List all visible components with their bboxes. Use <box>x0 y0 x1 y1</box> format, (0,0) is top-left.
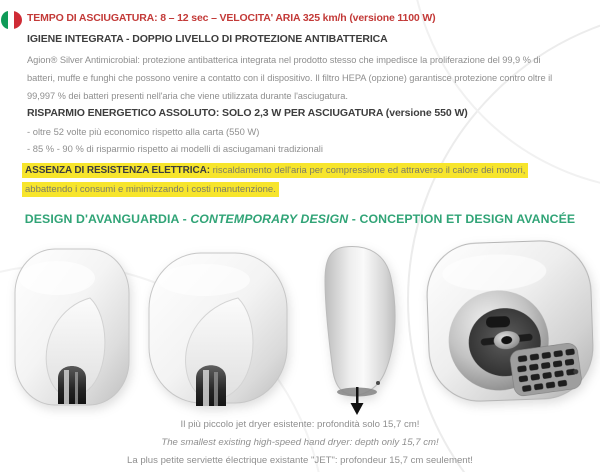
drying-time-heading: TEMPO DI ASCIUGATURA: 8 – 12 sec – VELOCITA' ARIA 325 km/h (versione 1100 W) <box>27 12 436 24</box>
separator: - <box>179 212 191 226</box>
footer-caption-fr: La plus petite serviette électrique existante "JET": profondeur 15,7 cm seulement! <box>127 455 473 466</box>
design-heading <box>0 212 600 226</box>
energy-bullet: - oltre 52 volte più economico rispetto alla carta (550 W) <box>27 126 260 137</box>
design-heading-fr: CONCEPTION ET DESIGN AVANCÉE <box>359 212 576 226</box>
highlight-text: riscaldamento dell'aria per compressione ed attraverso il calore dei motori, abbattendo i consumi e minimizzando i costi manutenzione. <box>25 165 526 195</box>
air-outlet <box>196 365 226 406</box>
hand-dryer-front-round-view <box>146 250 290 408</box>
air-outlet <box>58 366 86 404</box>
down-arrow-icon <box>349 387 365 415</box>
italy-flag-icon <box>1 11 22 29</box>
hygiene-paragraph: Agion® Silver Antimicrobial: protezione antibatterica integrata nel prodotto stesso che impedisce la proliferazione del 99,9 % di batteri, muffe e funghi che possono venire a contatto con il dispositivo. Il filtro HEPA (opzione) garantisce protezione contro oltre il 99,997 % dei batteri presenti nell'aria che viene utilizzata durante l'asciugatura. <box>27 55 553 101</box>
energy-bullet: - 85 % - 90 % di risparmio rispetto ai modelli di asciugamani tradizionali <box>27 143 323 154</box>
footer-caption-en: The smallest existing high-speed hand dryer: depth only 15,7 cm! <box>161 437 439 448</box>
design-heading-en: CONTEMPORARY DESIGN <box>190 212 349 226</box>
hand-dryer-bottom-vent-view <box>421 235 599 407</box>
highlighted-paragraph <box>22 161 570 199</box>
hand-dryer-front-view <box>12 246 134 410</box>
footer-caption-it: Il più piccolo jet dryer esistente: profondità solo 15,7 cm! <box>180 419 420 430</box>
hand-dryer-side-profile-view <box>310 244 404 400</box>
separator: - <box>348 212 360 226</box>
design-heading-it: DESIGN D'AVANGUARDIA <box>24 212 180 226</box>
air-grille <box>509 342 583 397</box>
highlight-lead: ASSENZA DI RESISTENZA ELETTRICA: <box>25 165 210 176</box>
energy-heading: RISPARMIO ENERGETICO ASSOLUTO: SOLO 2,3 W PER ASCIUGATURA (versione 550 W) <box>27 107 468 119</box>
hygiene-heading: IGIENE INTEGRATA - DOPPIO LIVELLO DI PROTEZIONE ANTIBATTERICA <box>27 33 388 45</box>
